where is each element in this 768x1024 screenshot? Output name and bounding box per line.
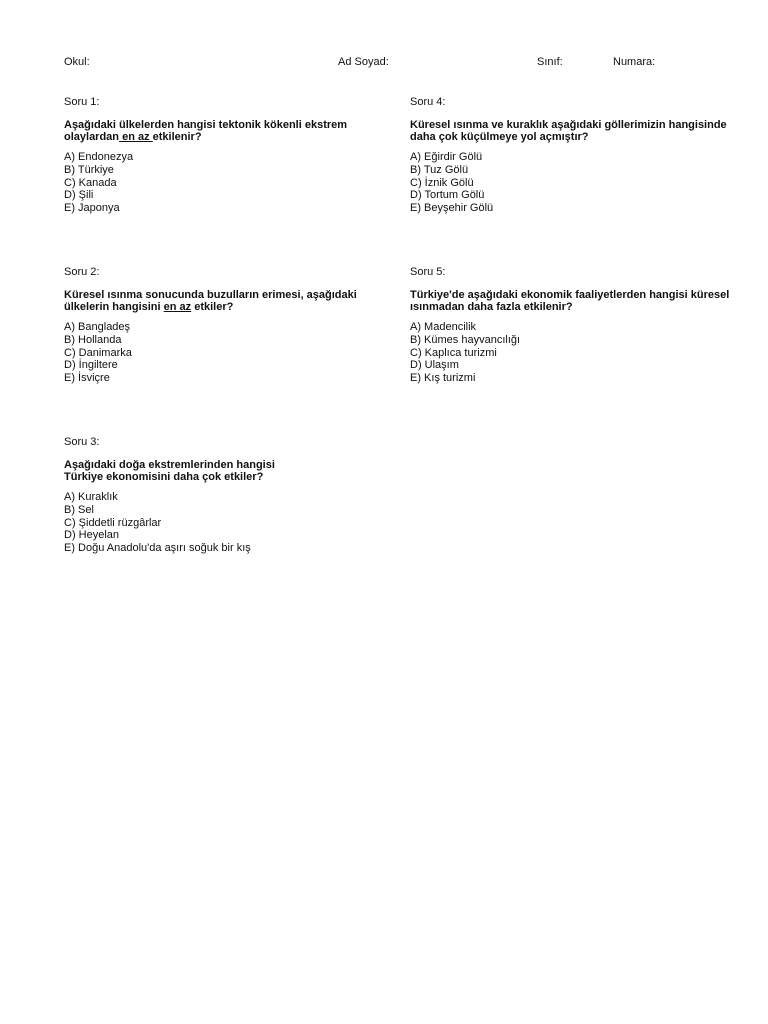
question-2-option-a: A) Bangladeş: [64, 321, 131, 334]
question-4-text: Küresel ısınma ve kuraklık aşağıdaki göllerimizin hangisinde daha çok küçülmeye yol açmıştır?: [410, 118, 727, 144]
question-1-underlined: en az: [119, 131, 153, 144]
question-3-option-e: E) Doğu Anadolu'da aşırı soğuk bir kış: [64, 541, 251, 554]
question-1: [64, 96, 384, 215]
question-5-option-c: C) Kaplıca turizmi: [410, 346, 497, 359]
question-4-option-c: C) İznik Gölü: [410, 176, 474, 189]
question-1-label: Soru 1:: [64, 96, 100, 108]
question-3-text-line1: Aşağıdaki doğa ekstremlerinden hangisi: [64, 458, 275, 471]
question-5-text: Türkiye'de aşağıdaki ekonomik faaliyetlerden hangisi küresel ısınmadan daha fazla etkilenir?: [410, 288, 730, 314]
question-1-option-c: C) Kanada: [64, 176, 117, 189]
numara-label: Numara:: [613, 56, 656, 68]
question-2-text: [64, 289, 384, 314]
question-3-option-b: B) Sel: [64, 503, 94, 516]
question-1-option-d: D) Şili: [64, 189, 94, 202]
question-5: [410, 266, 730, 385]
question-3-text-line2: Türkiye ekonomisini daha çok etkiler?: [64, 471, 264, 484]
question-5-label: Soru 5:: [410, 266, 446, 278]
question-3-option-c: C) Şiddetli rüzgârlar: [64, 516, 162, 529]
question-3-option-d: D) Heyelan: [64, 529, 120, 542]
question-2-text-before: Küresel ısınma sonucunda buzulların erimesi, aşağıdaki ülkelerin hangisini: [64, 288, 357, 314]
okul-label: Okul:: [64, 56, 90, 68]
question-3-label: Soru 3:: [64, 436, 100, 448]
question-3: [64, 436, 384, 555]
question-4-option-d: D) Tortum Gölü: [410, 189, 485, 202]
question-4-option-a: A) Eğirdir Gölü: [410, 151, 483, 164]
question-1-text-before: Aşağıdaki ülkelerden hangisi tektonik kökenli ekstrem olaylardan: [64, 118, 348, 144]
sinif-label: Sınıf:: [537, 56, 563, 68]
question-1-option-e: E) Japonya: [64, 201, 120, 214]
question-1-option-b: B) Türkiye: [64, 163, 114, 176]
question-4-option-e: E) Beyşehir Gölü: [410, 201, 494, 214]
question-2-option-c: C) Danimarka: [64, 346, 132, 359]
question-5-option-b: B) Kümes hayvancılığı: [410, 333, 521, 346]
question-4-option-b: B) Tuz Gölü: [410, 163, 469, 176]
question-5-option-d: D) Ulaşım: [410, 359, 459, 372]
question-2-text-after: etkiler?: [191, 301, 234, 314]
question-2-label: Soru 2:: [64, 266, 100, 278]
question-5-option-e: E) Kış turizmi: [410, 371, 476, 384]
question-4: [410, 96, 730, 215]
question-5-option-a: A) Madencilik: [410, 321, 477, 334]
ad-soyad-label: Ad Soyad:: [338, 56, 389, 68]
question-1-text-after: etkilenir?: [152, 131, 202, 144]
question-4-label: Soru 4:: [410, 96, 446, 108]
question-2-option-b: B) Hollanda: [64, 333, 122, 346]
question-2-option-e: E) İsviçre: [64, 371, 110, 384]
question-2-option-d: D) İngiltere: [64, 359, 118, 372]
question-3-text: [64, 459, 384, 484]
question-2-underlined: en az: [163, 301, 192, 314]
question-1-option-a: A) Endonezya: [64, 151, 134, 164]
question-3-option-a: A) Kuraklık: [64, 491, 118, 504]
question-1-text: [64, 119, 384, 144]
question-2: [64, 266, 384, 385]
